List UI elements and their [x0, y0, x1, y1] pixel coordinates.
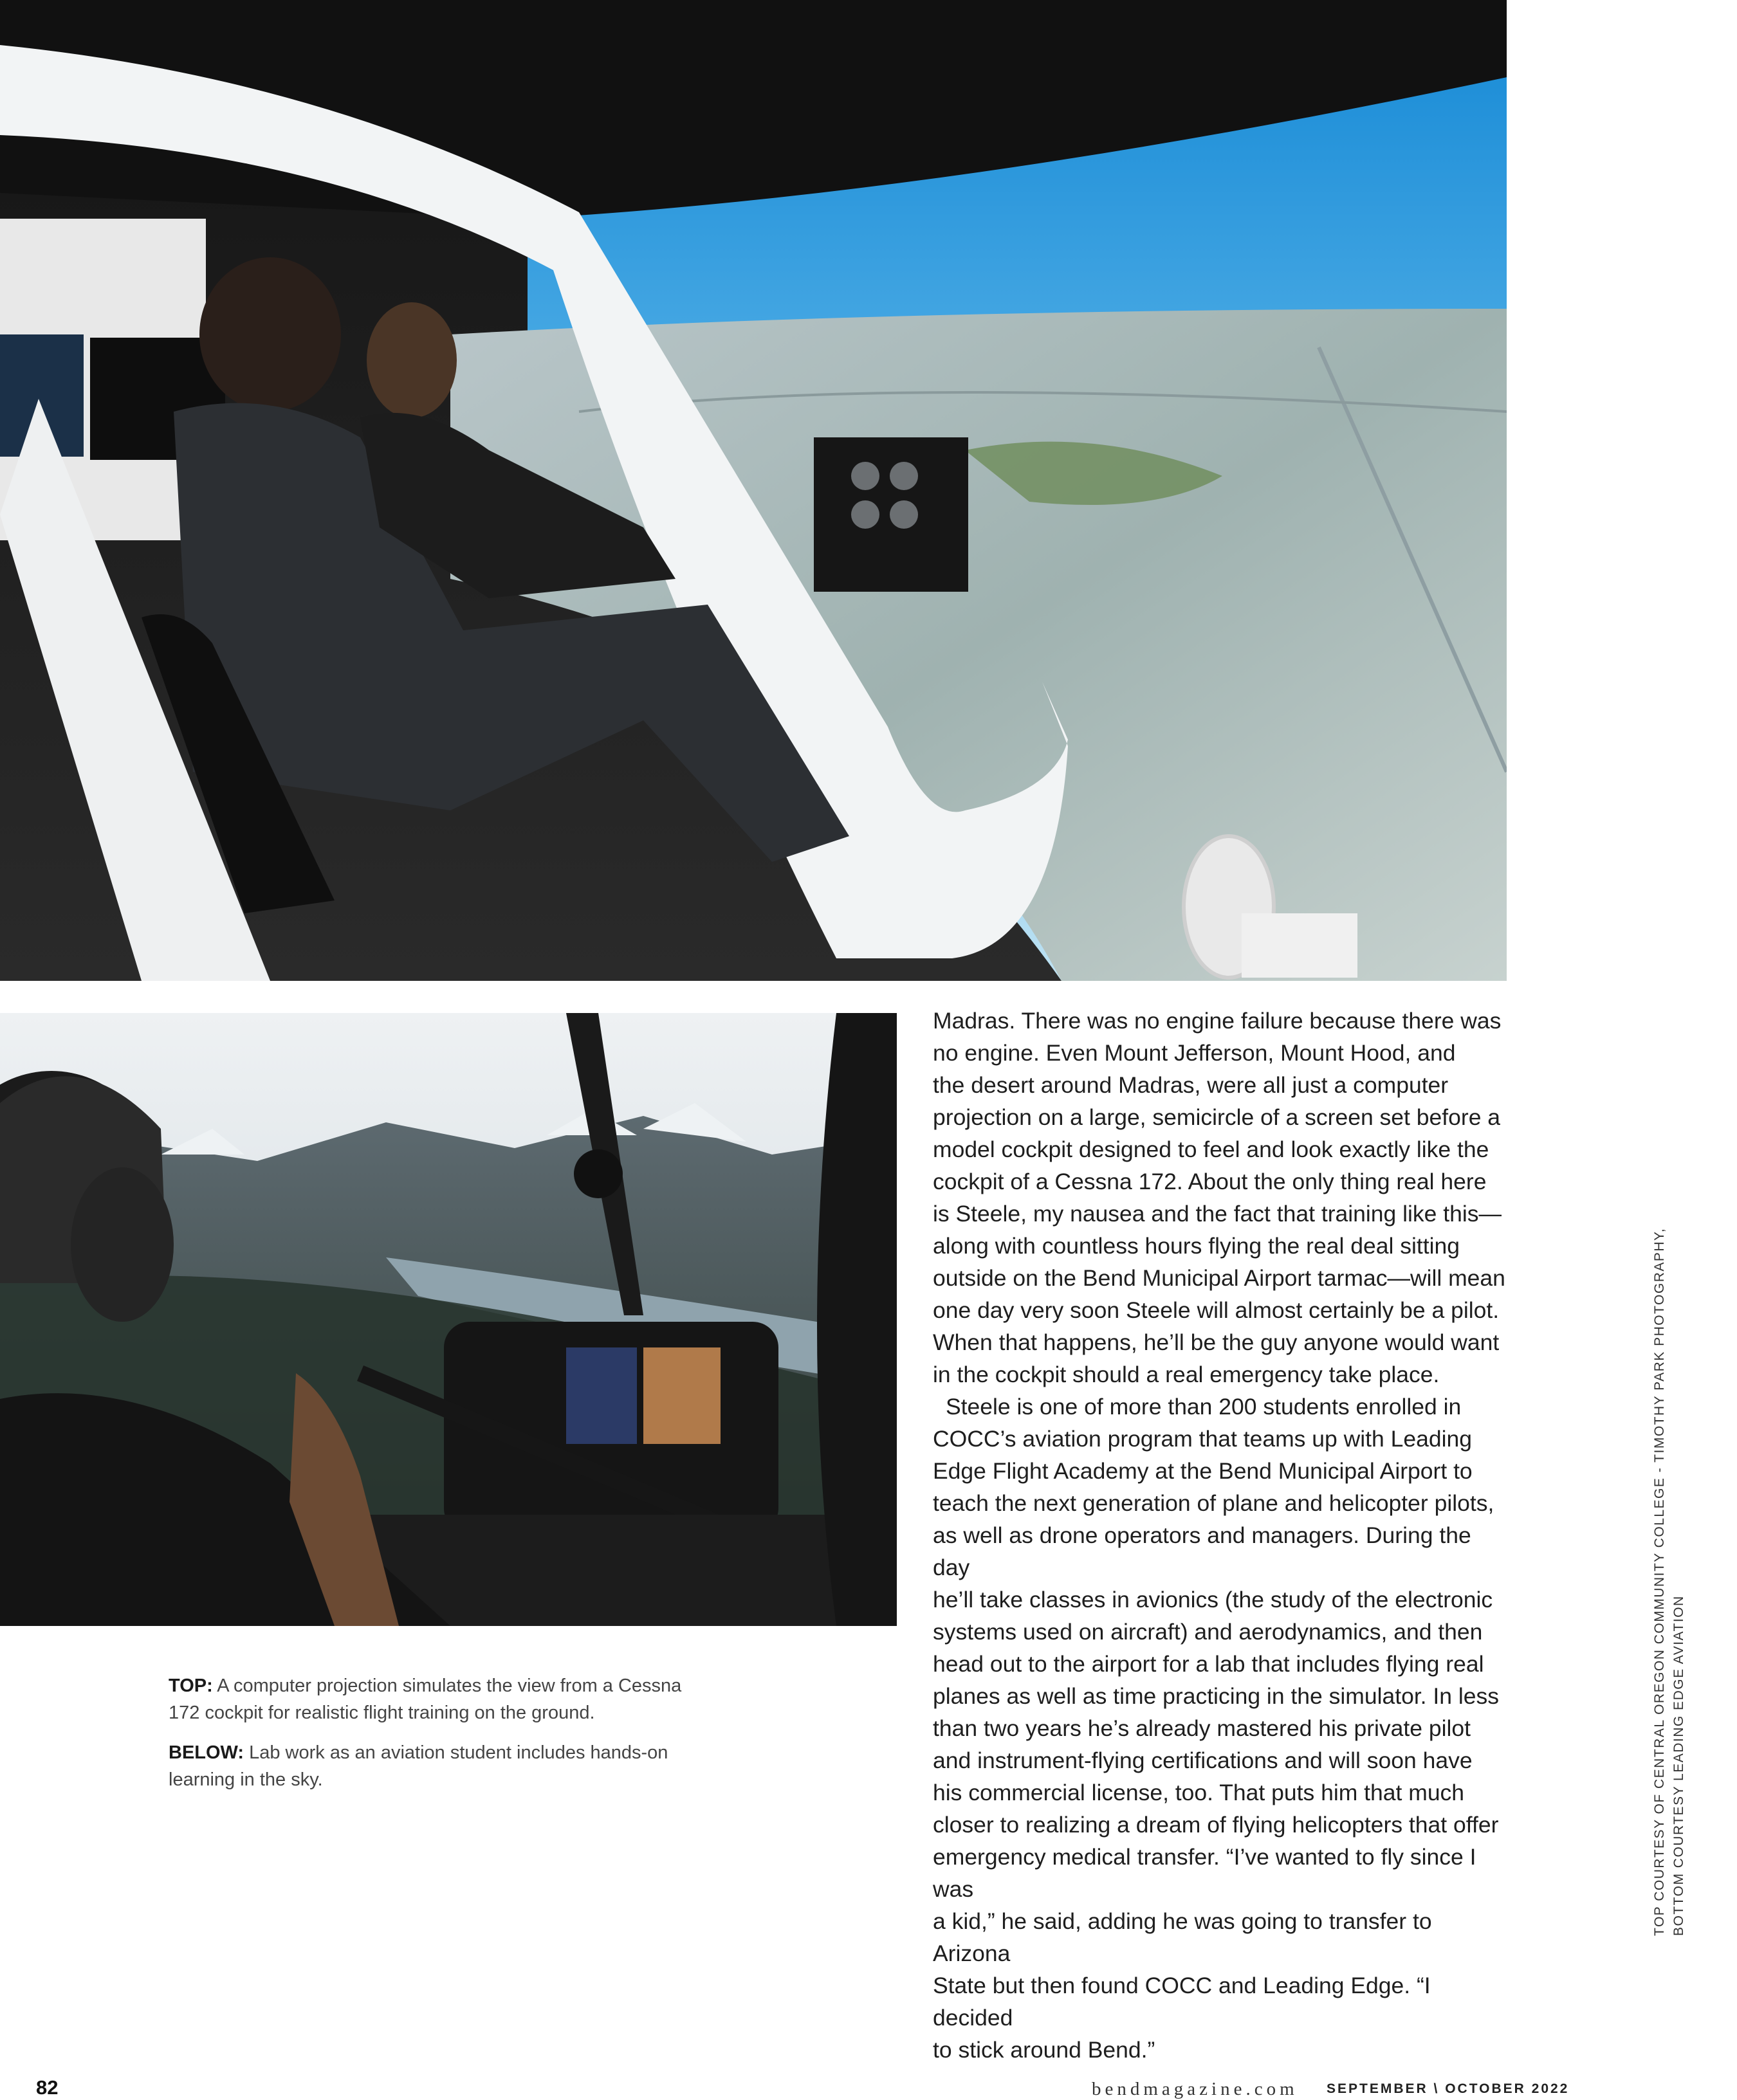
- bottom-photo-helicopter-cockpit: [0, 1013, 897, 1626]
- caption-below-label: BELOW:: [169, 1742, 244, 1763]
- caption-below: [169, 1739, 696, 1793]
- caption-top-label: TOP:: [169, 1675, 213, 1696]
- helicopter-illustration: [0, 1013, 897, 1626]
- top-photo-flight-simulator: [0, 0, 1507, 981]
- photo-credit-line-1: TOP COURTESY OF CENTRAL OREGON COMMUNITY COLLEGE - TIMOTHY PARK PHOTOGRAPHY,: [1652, 1227, 1667, 1936]
- issue-date: SEPTEMBER \ OCTOBER 2022: [1327, 2081, 1570, 2096]
- caption-top: [169, 1672, 696, 1726]
- simulator-illustration: [0, 0, 1507, 981]
- article-paragraph-1: Madras. There was no engine failure because there was no engine. Even Mount Jefferson, Mount Hood, and the desert around Madras, were all just a computer projection on a large, semicircle of a screen set before a model cockpit designed to feel and look exactly like the cockpit of a Cessna 172. About the only thing real here is Steele, my nausea and the fact that training like this— along with countless hours flying the real deal sitting outside on the Bend Municipal Airport tarmac—will mean one day very soon Steele will almost certainly be a pilot. When that happens, he’ll be the guy anyone would want in the cockpit should a real emergency take place.: [933, 1008, 1505, 1387]
- photo-credit: [1650, 1228, 1689, 1936]
- caption-top-text: A computer projection simulates the view from a Cessna 172 cockpit for realistic flight training on the ground.: [169, 1675, 682, 1723]
- website-footer: bendmagazine.com: [1092, 2079, 1298, 2099]
- article-paragraph-2: Steele is one of more than 200 students enrolled in COCC’s aviation program that teams up with Leading Edge Flight Academy at the Bend Municipal Airport to teach the next generation of plane and helicopter pilots, as well as drone operators and managers. During the day he’ll take classes in avionics (the study of the electronic systems used on aircraft) and aerodynamics, and then head out to the airport for a lab that includes flying real planes as well as time practicing in the simulator. In less than two years he’s already mastered his private pilot and instrument-flying certifications and will soon have his commercial license, too. That puts him that much closer to realizing a dream of flying helicopters that offer emergency medical transfer. “I’ve wanted to fly since I was a kid,” he said, adding he was going to transfer to Arizona State but then found COCC and Leading Edge. “I decided to stick around Bend.”: [933, 1394, 1500, 2063]
- article-body: [933, 1005, 1512, 2066]
- caption-below-text: Lab work as an aviation student includes hands-on learning in the sky.: [169, 1742, 668, 1790]
- photo-captions: [169, 1672, 696, 1806]
- photo-credit-line-2: BOTTOM COURTESY LEADING EDGE AVIATION: [1671, 1595, 1686, 1936]
- page-number: 82: [36, 2076, 59, 2099]
